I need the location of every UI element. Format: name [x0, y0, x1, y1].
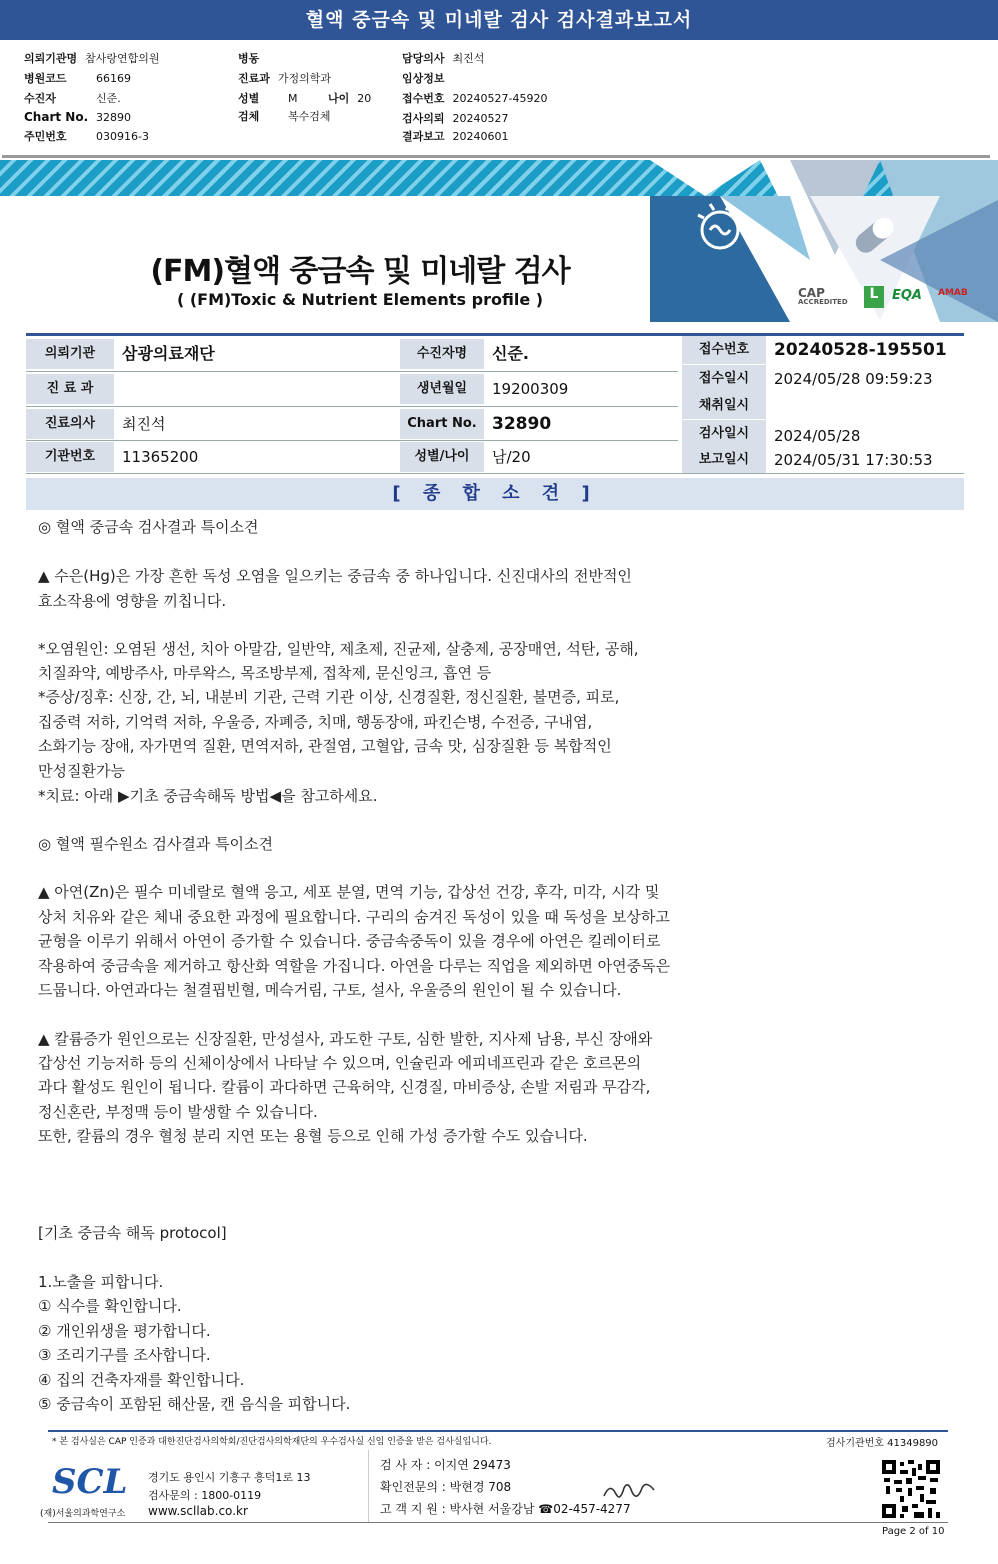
footer-bottom-rule [48, 1522, 948, 1523]
scl-logo: SCL [52, 1462, 128, 1502]
req-org: 의뢰기관명 참사랑연합의원 [24, 52, 160, 65]
chart-value: 32890 [484, 409, 678, 439]
footer-lab-no: 검사기관번호 41349890 [826, 1438, 939, 1449]
footer-support: 고 객 지 원 : 박사현 서울강남 ☎02-457-4277 [380, 1502, 631, 1516]
eqa-logo: EQA [892, 288, 922, 303]
doctor-value: 최진석 [114, 409, 398, 439]
chart-label: Chart No. [400, 409, 484, 439]
collect-value [766, 393, 964, 419]
body-line: ④ 집의 건축자재를 확인합니다. [38, 1371, 245, 1389]
req-dept: 진료과 가정의학과 [238, 72, 332, 85]
footer-address: 경기도 용인시 기흥구 흥덕1로 13 [148, 1471, 311, 1484]
summary-header: [ 종 합 소 견 ] [26, 478, 964, 510]
footer-lab-name: (재)서울의과학연구소 [40, 1509, 126, 1519]
req-doctor: 담당의사 최진석 [402, 52, 485, 65]
body-line: 과다 활성도 원인이 됩니다. 칼륨이 과다하면 근육허약, 신경질, 마비증상, 손발 저림과 무감각, [38, 1078, 651, 1096]
body-line: 정신혼란, 부정맥 등이 발생할 수 있습니다. [38, 1103, 318, 1121]
req-chart: Chart No. 32890 [24, 110, 131, 124]
req-recv-no: 접수번호 20240527-45920 [402, 92, 548, 105]
birth-value: 19200309 [484, 374, 678, 404]
body-line: 만성질환가능 [38, 762, 125, 780]
req-clinical: 임상정보 [402, 72, 445, 85]
body-line: ▲ 수은(Hg)은 가장 흔한 독성 오염을 일으키는 중금속 중 하나입니다. 신진대사의 전반적인 [38, 567, 632, 585]
body-line: ▲ 아연(Zn)은 필수 미네랄로 혈액 응고, 세포 분열, 면역 기능, 갑상선 건강, 후각, 미각, 시각 및 [38, 883, 660, 901]
org-value: 삼광의료재단 [114, 339, 398, 369]
body-line: 집중력 저하, 기억력 저하, 우울증, 자폐증, 치매, 행동장애, 파킨슨병, 수전증, 구내염, [38, 713, 593, 731]
body-line: ▲ 칼륨증가 원인으로는 신장질환, 만성설사, 과도한 구토, 심한 발한, 지사제 남용, 부신 장애와 [38, 1030, 653, 1048]
test-date-value: 2024/05/28 [766, 422, 964, 450]
body-line: ③ 조리기구를 조사합니다. [38, 1346, 211, 1364]
recv-no-label: 접수번호 [682, 336, 766, 364]
body-line: *오염원인: 오염된 생선, 치아 아말감, 일반약, 제초제, 진균제, 살충제, 공장매연, 석탄, 공해, [38, 640, 639, 658]
body-line: *증상/징후: 신장, 간, 뇌, 내분비 기관, 근력 기관 이상, 신경질환, 정신질환, 불면증, 피로, [38, 688, 620, 706]
body-line: 1.노출을 피합니다. [38, 1273, 164, 1291]
body-line: 갑상선 기능저하 등의 신체이상에서 나타날 수 있으며, 인슐린과 에피네프린과 같은 호르몬의 [38, 1054, 642, 1072]
recv-date-value: 2024/05/28 09:59:23 [766, 365, 964, 393]
report-title: (FM)혈액 중금속 및 미네랄 검사 [150, 254, 570, 289]
inst-label: 기관번호 [26, 442, 114, 472]
cap-logo-sub: ACCREDITED [798, 298, 848, 306]
dept-value [114, 374, 398, 404]
body-line: 균형을 이루기 위해서 아연이 증가할 수 있습니다. 중금속중독이 있을 경우에 아연은 킬레이터로 [38, 932, 661, 950]
body-line: 효소작용에 영향을 끼칩니다. [38, 592, 227, 610]
report-header-title: 혈액 중금속 및 미네랄 검사 검사결과보고서 [0, 0, 998, 40]
table-row-divider [26, 440, 678, 441]
amab-logo: AMAB [938, 288, 968, 298]
body-line: ② 개인위생을 평가합니다. [38, 1322, 211, 1340]
body-line: ⑤ 중금속이 포함된 해산물, 캔 음식을 피합니다. [38, 1395, 351, 1413]
page-number: Page 2 of 10 [882, 1526, 945, 1537]
footer-tester: 검 사 자 : 이지연 29473 [380, 1458, 511, 1472]
body-line: 상처 치유와 같은 체내 중요한 과정에 필요합니다. 구리의 숨겨진 독성이 있을 때 독성을 보상하고 [38, 908, 670, 926]
test-date-label: 검사일시 [682, 420, 766, 448]
body-line: ◎ 혈액 필수원소 검사결과 특이소견 [38, 835, 274, 853]
footer-note: * 본 검사실은 CAP 인증과 대한진단검사의학회/진단검사의학재단의 우수검사실 신임 인증을 받은 검사실입니다. [52, 1437, 492, 1447]
req-sex: 성별 M [238, 92, 298, 105]
req-patient: 수진자 신준. [24, 92, 121, 105]
footer-rule [48, 1430, 948, 1432]
footer-divider [368, 1450, 369, 1522]
req-request-date: 검사의뢰 20240527 [402, 112, 509, 125]
req-report-date: 결과보고 20240601 [402, 130, 509, 143]
report-subtitle: ( (FM)Toxic & Nutrient Elements profile ) [176, 290, 544, 309]
report-date-label: 보고일시 [682, 447, 766, 473]
sexage-label: 성별/나이 [400, 442, 484, 472]
footer-specialist: 확인전문의 : 박현경 708 [380, 1480, 512, 1494]
recv-no-value: 20240528-195501 [766, 336, 964, 364]
table-row-divider [26, 406, 678, 407]
request-info-box [2, 42, 990, 158]
body-line: 치질좌약, 예방주사, 마루왁스, 목조방부제, 접착제, 문신잉크, 흡연 등 [38, 664, 492, 682]
patient-label: 수진자명 [400, 339, 484, 369]
cap-logo: CAP [798, 286, 825, 300]
table-row-divider [26, 473, 964, 474]
body-line: ◎ 혈액 중금속 검사결과 특이소견 [38, 518, 259, 536]
body-line: 작용하여 중금속을 제거하고 항산화 역할을 가집니다. 아연을 다루는 직업을 제외하면 아연중독은 [38, 957, 671, 975]
body-line: 소화기능 장애, 자가면역 질환, 면역저하, 관절염, 고혈압, 금속 맛, 심장질환 등 복합적인 [38, 737, 612, 755]
table-row-divider [26, 371, 678, 372]
footer-web[interactable]: www.scllab.co.kr [148, 1504, 248, 1518]
body-line: [기초 중금속 해독 protocol] [38, 1224, 227, 1242]
req-specimen: 검체 복수검체 [238, 110, 331, 123]
org-label: 의뢰기관 [26, 339, 114, 369]
doctor-label: 진료의사 [26, 409, 114, 439]
sexage-value: 남/20 [484, 442, 678, 472]
body-line: *치료: 아래 ▶기초 중금속해독 방법◀을 참고하세요. [38, 787, 378, 805]
dept-label: 진 료 과 [26, 374, 114, 404]
collect-label: 채취일시 [682, 393, 766, 419]
req-id: 주민번호 030916-3 [24, 130, 149, 143]
lm-logo: L [864, 286, 884, 308]
report-date-value: 2024/05/31 17:30:53 [766, 447, 964, 473]
req-hospital-code: 병원코드 66169 [24, 72, 131, 85]
footer-inquiry: 검사문의 : 1800-0119 [148, 1489, 262, 1502]
birth-label: 생년월일 [400, 374, 484, 404]
body-line: ① 식수를 확인합니다. [38, 1297, 182, 1315]
signature-image [600, 1478, 660, 1504]
qr-code[interactable] [882, 1460, 940, 1518]
req-age: 나이 20 [328, 92, 372, 105]
inst-value: 11365200 [114, 442, 398, 472]
req-ward: 병동 [238, 52, 260, 65]
body-line: 드뭅니다. 아연과다는 철결핍빈혈, 메슥거림, 구토, 설사, 우울증의 원인이 될 수 있습니다. [38, 981, 622, 999]
patient-value: 신준. [484, 339, 678, 369]
recv-date-label: 접수일시 [682, 365, 766, 393]
body-line: 또한, 칼륨의 경우 혈청 분리 지연 또는 용혈 등으로 인해 가성 증가할 수도 있습니다. [38, 1127, 588, 1145]
